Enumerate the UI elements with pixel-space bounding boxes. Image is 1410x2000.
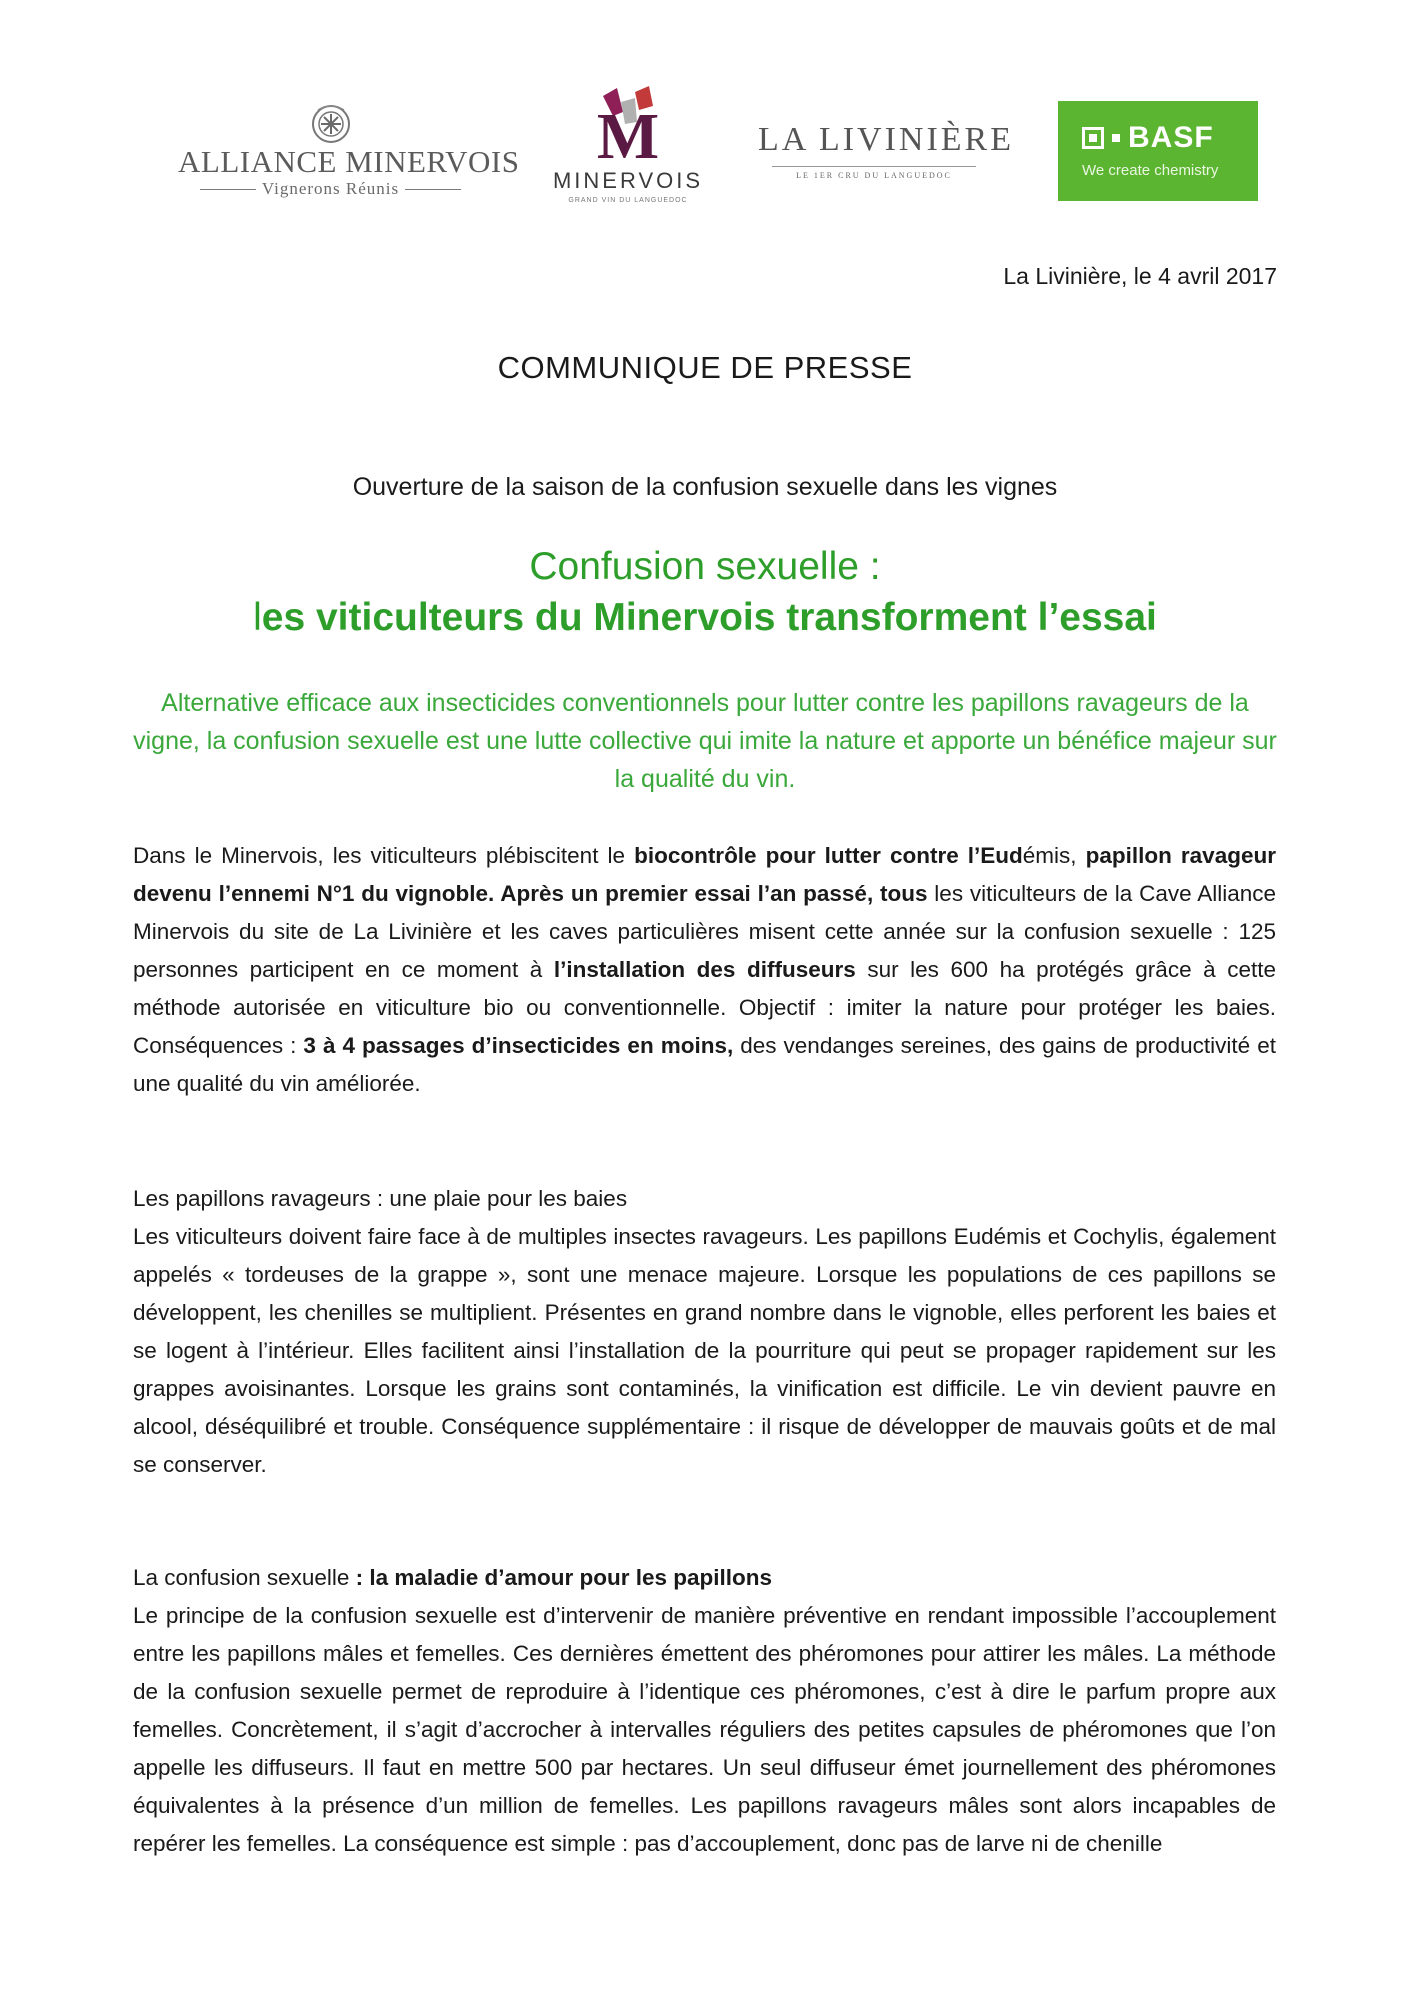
headline-line-2-rest: es viticulteurs du Minervois transforment l’essai	[261, 596, 1157, 639]
headline-line-2	[0, 596, 1410, 640]
text-run: Dans le Minervois, les viticulteurs plébiscitent le	[133, 843, 635, 868]
bold-run: biocontrôle pour lutter contre l’Eud	[634, 843, 1023, 868]
divider	[405, 189, 461, 190]
section-papillons	[133, 1180, 1276, 1484]
bold-run: papillon ravageur devenu l’ennemi N°1 du vignoble. Après un premier essai l’an passé, tous	[133, 843, 1276, 906]
section-heading	[133, 1559, 1276, 1597]
section-heading-plain: La confusion sexuelle	[133, 1565, 350, 1590]
svg-text:M: M	[596, 100, 660, 164]
minervois-logo	[538, 82, 718, 217]
basf-square-icon	[1082, 127, 1104, 149]
basf-logo-tagline: We create chemistry	[1082, 162, 1219, 179]
text-run: les viticulteurs de la Cave Alliance Minervois du site de La Livinière et les caves particulières misent cette année sur la confusion sexuelle : 125 personnes participent en ce moment à	[133, 881, 1276, 982]
basf-dot-icon	[1112, 134, 1120, 142]
basf-logo-name: BASF	[1128, 121, 1214, 154]
section-confusion	[133, 1559, 1276, 1863]
kicker-line: Ouverture de la saison de la confusion sexuelle dans les vignes	[352, 473, 1058, 501]
lede-paragraph: Alternative efficace aux insecticides conventionnels pour lutter contre les papillons ravageurs de la vigne, la confusion sexuelle est une lutte collective qui imite la nature et apporte un bénéfice majeur sur la qualité du vin.	[133, 689, 1277, 793]
divider	[772, 166, 976, 167]
alliance-minervois-logo	[178, 100, 520, 200]
text-run: des vendanges sereines, des gains de productivité et une qualité du vin améliorée.	[133, 1033, 1276, 1096]
alliance-logo-name: ALLIANCE MINERVOIS	[178, 144, 520, 179]
release-date: La Livinière, le 4 avril 2017	[1003, 263, 1277, 289]
section-heading-bold: : la maladie d’amour pour les papillons	[349, 1565, 772, 1590]
bold-run: l’installation des diffuseurs	[553, 957, 856, 982]
section-heading: Les papillons ravageurs : une plaie pour les baies	[133, 1186, 628, 1211]
basf-logo	[1058, 101, 1258, 201]
text-run: émis,	[1022, 843, 1086, 868]
headline-line-2-first: l	[253, 596, 262, 639]
minervois-logo-name: MINERVOIS	[552, 168, 704, 193]
liviniere-logo-tagline: LE 1ER CRU DU LANGUEDOC	[796, 171, 952, 180]
minervois-m-icon	[583, 82, 673, 164]
alliance-emblem-icon	[306, 100, 356, 146]
bold-run: 3 à 4 passages d’insecticides en moins,	[303, 1033, 734, 1058]
section-text: Le principe de la confusion sexuelle est d’intervenir de manière préventive en rendant impossible l’accouplement entre les papillons mâles et femelles. Ces dernières émettent des phéromones pour attirer les mâles. La méthode de la confusion sexuelle permet de reproduire à l’identique ces phéromones, c’est à dire le parfum propre aux femelles. Concrètement, il s’agit d’accrocher à intervalles réguliers des petites capsules de phéromones que l’on appelle les diffuseurs. Il faut en mettre 500 par hectares. Un seul diffuseur émet journellement des phéromones équivalentes à la présence d’un million de femelles. Les papillons ravageurs mâles sont alors incapables de repérer les femelles. La conséquence est simple : pas d’accouplement, donc pas de larve ni de chenille	[133, 1603, 1276, 1856]
text-run: sur les 600 ha protégés grâce à cette méthode autorisée en viticulture bio ou conventionnelle. Objectif : imiter la nature pour protéger les baies. Conséquences :	[133, 957, 1276, 1058]
basf-wordmark	[1082, 123, 1214, 153]
alliance-logo-subtitle: Vignerons Réunis	[261, 179, 400, 198]
press-release-title: COMMUNIQUE DE PRESSE	[497, 350, 913, 385]
alliance-subtitle-row	[178, 179, 483, 199]
minervois-logo-tagline: GRAND VIN DU LANGUEDOC	[568, 197, 688, 204]
headline-line-1: Confusion sexuelle :	[529, 545, 881, 588]
section-text: Les viticulteurs doivent faire face à de multiples insectes ravageurs. Les papillons Eudémis et Cochylis, également appelés « tordeuses de la grappe », sont une menace majeure. Lorsque les populations de ces papillons se développent, les chenilles se multiplient. Présentes en grand nombre dans le vignoble, elles perforent les baies et se logent à l’intérieur. Elles facilitent ainsi l’installation de la pourriture qui peut se propager rapidement sur les grappes avoisinantes. Lorsque les grains sont contaminés, la vinification est difficile. Le vin devient pauvre en alcool, déséquilibré et trouble. Conséquence supplémentaire : il risque de développer de mauvais goûts et de mal se conserver.	[133, 1224, 1276, 1477]
intro-paragraph	[133, 837, 1276, 1103]
la-liviniere-logo	[758, 120, 1015, 204]
divider	[200, 189, 256, 190]
liviniere-logo-name: LA LIVINIÈRE	[758, 121, 1015, 158]
